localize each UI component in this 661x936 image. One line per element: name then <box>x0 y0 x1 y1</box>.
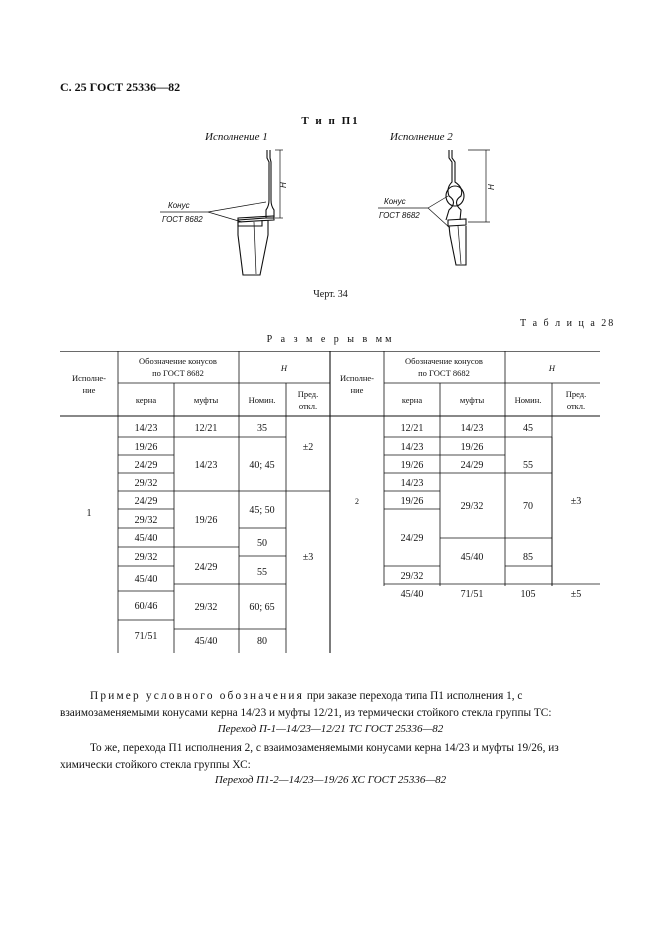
example-lead: Пример условного обозначения <box>90 690 304 702</box>
hdr-variant-r2: ние <box>350 385 364 395</box>
variant-2-label: Исполнение 2 <box>390 131 453 143</box>
core-cell: 14/23 <box>400 478 424 489</box>
core-cell: 29/32 <box>134 478 158 489</box>
coupling-cell: 14/23 <box>194 460 218 471</box>
coupling-cell: 29/32 <box>194 602 218 613</box>
hdr-deviation-left-2: откл. <box>298 401 318 411</box>
core-cell: 24/29 <box>400 533 424 544</box>
variant-1-label: Исполнение 1 <box>205 131 268 143</box>
example-paragraph <box>60 688 600 722</box>
nominal-cell: 105 <box>520 589 536 600</box>
hdr-nominal-right: Номин. <box>514 395 542 405</box>
variant-2-drawing <box>378 150 490 265</box>
figure-caption: Черт. 34 <box>313 289 348 300</box>
second-paragraph: То же, перехода П1 исполнения 2, с взаимозаменяемыми конусами керна 14/23 и муфты 19/26, из химически стойкого стекла группы ХС: <box>60 742 559 771</box>
nominal-cell: 70 <box>523 501 533 512</box>
hdr-variant-l1: Исполне- <box>72 373 106 383</box>
nominal-cell: 45; 50 <box>249 505 275 516</box>
hdr-deviation-right-1: Пред. <box>565 389 587 399</box>
coupling-cell: 24/29 <box>460 460 484 471</box>
designation-2: Переход П1-2—14/23—19/26 ХС ГОСТ 25336—82 <box>214 774 447 786</box>
coupling-cell: 14/23 <box>460 423 484 434</box>
core-cell: 71/51 <box>134 631 158 642</box>
nominal-cell: 55 <box>257 567 267 578</box>
nominal-cell: 60; 65 <box>249 602 275 613</box>
hdr-cone-l1: Обозначение конусов <box>139 356 217 366</box>
nominal-cell: 35 <box>257 423 267 434</box>
hdr-variant-l2: ние <box>82 385 96 395</box>
cone-label-2: Конус <box>384 197 406 206</box>
coupling-cell: 19/26 <box>194 515 218 526</box>
hdr-cone-r1: Обозначение конусов <box>405 356 483 366</box>
core-cell: 29/32 <box>134 515 158 526</box>
coupling-cell: 45/40 <box>194 636 218 647</box>
variant-1-cell: 1 <box>86 508 92 519</box>
core-cell: 45/40 <box>134 574 158 585</box>
coupling-cell: 29/32 <box>460 501 484 512</box>
example-body: при заказе перехода типа П1 исполнения 1, с взаимозаменяемыми конусами керна 14/23 и муфты 12/21, из термически стойкого стекла группы ТС: <box>60 690 552 719</box>
cone-label-1: Конус <box>168 201 190 210</box>
core-cell: 19/26 <box>134 442 158 453</box>
hdr-core-left: керна <box>135 395 157 405</box>
coupling-cell: 12/21 <box>194 423 218 434</box>
page-header: С. 25 ГОСТ 25336—82 <box>60 80 181 94</box>
hdr-deviation-right-2: откл. <box>566 401 586 411</box>
nominal-cell: 50 <box>257 538 267 549</box>
core-cell: 19/26 <box>400 496 424 507</box>
hdr-h-left: H <box>280 363 288 373</box>
coupling-cell: 71/51 <box>460 589 484 600</box>
core-cell: 14/23 <box>134 423 158 434</box>
height-label-2: H <box>487 184 496 190</box>
core-cell: 12/21 <box>400 423 424 434</box>
hdr-variant-r1: Исполне- <box>340 373 374 383</box>
table-subtitle: Р а з м е р ы в мм <box>266 334 395 345</box>
core-cell: 60/46 <box>134 601 158 612</box>
deviation-cell: ±3 <box>302 552 314 563</box>
variant-2-cell: 2 <box>355 497 359 506</box>
nominal-cell: 80 <box>257 636 267 647</box>
hdr-cone-l2: по ГОСТ 8682 <box>152 368 204 378</box>
hdr-coupling-left: муфты <box>193 395 219 405</box>
deviation-cell: ±5 <box>570 589 582 600</box>
core-cell: 45/40 <box>134 533 158 544</box>
core-cell: 45/40 <box>400 589 424 600</box>
hdr-cone-r2: по ГОСТ 8682 <box>418 368 470 378</box>
core-cell: 24/29 <box>134 496 158 507</box>
core-cell: 29/32 <box>134 552 158 563</box>
table-number: Т а б л и ц а 28 <box>520 318 616 329</box>
hdr-core-right: керна <box>401 395 423 405</box>
technical-drawing <box>150 140 510 285</box>
core-cell: 29/32 <box>400 571 424 582</box>
deviation-cell: ±2 <box>302 442 314 453</box>
nominal-cell: 40; 45 <box>249 460 275 471</box>
coupling-cell: 19/26 <box>460 442 484 453</box>
hdr-nominal-left: Номин. <box>248 395 276 405</box>
core-cell: 24/29 <box>134 460 158 471</box>
hdr-deviation-left-1: Пред. <box>297 389 319 399</box>
figure-title: Т и п П1 <box>301 115 360 127</box>
standard-label-2: ГОСТ 8682 <box>379 211 420 220</box>
standard-label-1: ГОСТ 8682 <box>162 215 203 224</box>
core-cell: 19/26 <box>400 460 424 471</box>
hdr-h-right: H <box>548 363 556 373</box>
coupling-cell: 45/40 <box>460 552 484 563</box>
deviation-cell: ±3 <box>570 496 582 507</box>
height-label-1: H <box>279 182 288 188</box>
variant-1-drawing <box>160 150 283 275</box>
hdr-coupling-right: муфты <box>459 395 485 405</box>
core-cell: 14/23 <box>400 442 424 453</box>
nominal-cell: 55 <box>523 460 533 471</box>
dimensions-table <box>60 351 600 661</box>
coupling-cell: 24/29 <box>194 562 218 573</box>
designation-1: Переход П-1—14/23—12/21 ТС ГОСТ 25336—82 <box>217 723 444 735</box>
nominal-cell: 85 <box>523 552 533 563</box>
nominal-cell: 45 <box>523 423 533 434</box>
